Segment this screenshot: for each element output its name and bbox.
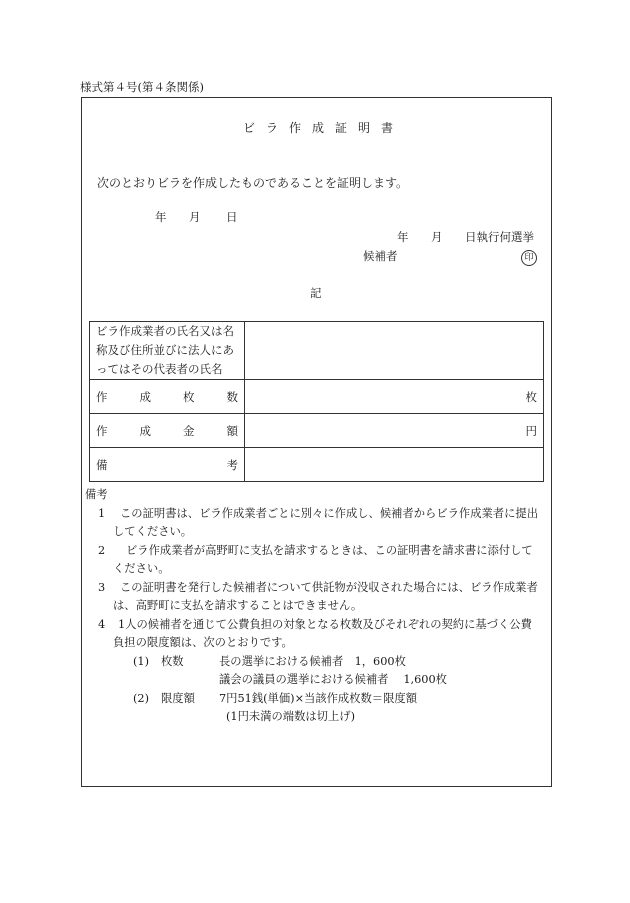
note-number: 3 (98, 581, 106, 594)
amount-label (90, 414, 245, 448)
copies-label (90, 380, 245, 414)
sub-remark: (1円未満の端数は切上げ) (226, 710, 355, 723)
note-text: は、高野町に支払を請求することはできません。 (113, 599, 363, 612)
table-row (90, 322, 544, 380)
note-number: 2 (98, 544, 106, 557)
sub-text: 長の選挙における候補者 1，600枚 (219, 655, 406, 668)
vendor-name-label (90, 322, 245, 380)
note-text: 負担の限度額は、次のとおりです。 (113, 636, 293, 649)
note-number: 4 (98, 618, 106, 631)
table-row (90, 448, 544, 482)
note-text: ビラ作成業者が高野町に支払を請求するときは、この証明書を請求書に添付して (126, 544, 533, 557)
note-text: この証明書は、ビラ作成業者ごとに別々に作成し、候補者からビラ作成業者に提出 (120, 507, 538, 520)
document-title: ビラ作成証明書 (243, 121, 405, 135)
ki-heading: 記 (310, 286, 322, 300)
sub-text: 議会の議員の選挙における候補者 1,600枚 (219, 673, 447, 686)
seal-icon: 印 (521, 250, 537, 266)
label-char: 成 (139, 423, 151, 438)
label-char: 金 (183, 423, 195, 438)
vendor-label-line: ビラ作成業者の氏名又は名 (96, 324, 234, 338)
issue-day: 日 (226, 210, 238, 224)
certification-statement: 次のとおりビラを作成したものであることを証明します。 (97, 176, 409, 190)
note-text: ください。 (113, 562, 170, 575)
amount-value[interactable] (245, 414, 544, 448)
note-text: してください。 (113, 525, 193, 538)
candidate-label: 候補者 (363, 249, 398, 263)
sub-number: (2) (133, 692, 150, 705)
sub-label: 限度額 (161, 692, 195, 705)
sub-text: 7円51銭(単価)×当該作成枚数＝限度額 (219, 692, 418, 705)
seal-mark (521, 250, 537, 266)
election-month: 月 (431, 230, 443, 244)
label-char: 数 (226, 389, 238, 404)
label-char: 作 (96, 389, 108, 404)
election-year: 年 (397, 230, 409, 244)
label-char: 成 (139, 389, 151, 404)
label-char: 作 (96, 423, 108, 438)
label-char: 額 (226, 423, 238, 438)
vendor-label-line: ってはその代表者の氏名 (96, 362, 223, 376)
election-name: 日執行何選挙 (465, 230, 534, 244)
table-row (90, 380, 544, 414)
table-row (90, 414, 544, 448)
label-char: 考 (226, 457, 238, 472)
label-char: 備 (96, 457, 108, 472)
remarks-value[interactable] (245, 448, 544, 482)
amount-unit: 円 (525, 423, 537, 438)
form-number: 様式第４号(第４条関係) (80, 80, 204, 94)
vendor-label-line: 称及び住所並びに法人にあ (96, 343, 234, 357)
note-number: 1 (98, 507, 106, 520)
note-text: この証明書を発行した候補者について供託物が没収された場合には、ビラ作成業者 (120, 581, 538, 594)
copies-value[interactable] (245, 380, 544, 414)
copies-unit: 枚 (525, 389, 537, 404)
sub-label: 枚数 (161, 655, 184, 668)
label-char: 枚 (183, 389, 195, 404)
issue-year: 年 (155, 210, 167, 224)
info-table (89, 321, 544, 482)
note-text: 1人の候補者を通じて公費負担の対象となる枚数及びそれぞれの契約に基づく公費 (118, 618, 532, 631)
remarks-label (90, 448, 245, 482)
vendor-name-value[interactable] (245, 322, 544, 380)
notes-heading: 備考 (85, 488, 108, 501)
sub-number: (1) (133, 655, 150, 668)
issue-month: 月 (189, 210, 201, 224)
